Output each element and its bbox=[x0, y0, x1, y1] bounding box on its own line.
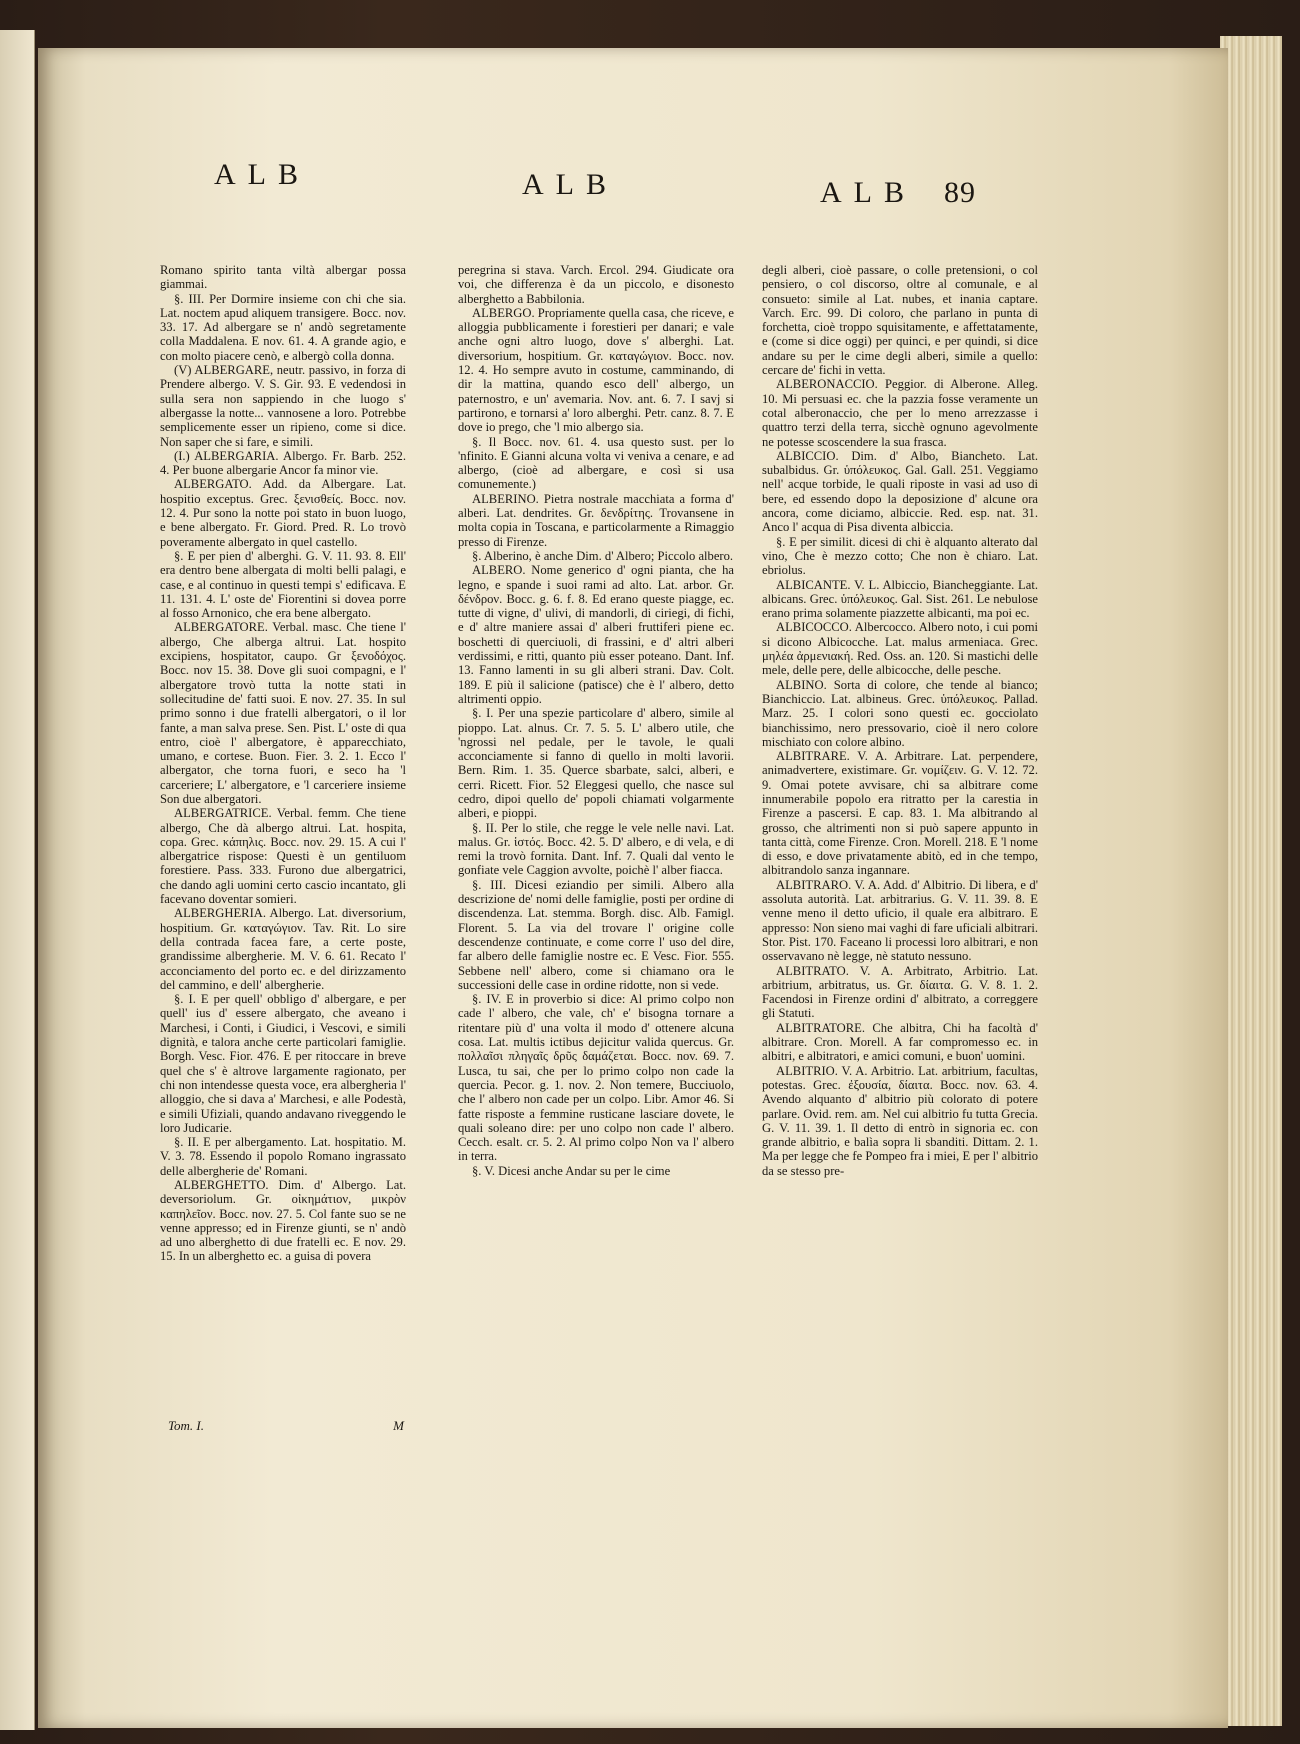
entry-paragraph: ALBERGATO. Add. da Albergare. Lat. hospitio exceptus. Grec. ξενισθείς. Bocc. nov. 12. 4. Pur sono la notte poi stato in buon luogo, e bene albergato. Fr. Giord. Pred. R. Lo trovò poveramente albergato in quel castello. bbox=[160, 477, 406, 549]
entry-paragraph: (V) ALBERGARE, neutr. passivo, in forza di Prendere albergo. V. S. Gir. 93. E vedendosi in sulla sera non sappiendo in che luogo s' albergasse la notte... vannosene a loro. Potrebbe semplicemente esser un ripieno, come si dice. Non saper che si fare, e simili. bbox=[160, 363, 406, 449]
entry-paragraph: §. V. Dicesi anche Andar su per le cime bbox=[472, 1163, 671, 1178]
entry-paragraph: ALBITRIO. V. A. Arbitrio. Lat. arbitrium, facultas, potestas. Grec. ἐξουσία, δίαιτα. Bocc. nov. 63. 4. Avendo alquanto d' albitrio più colorato di potere parlare. Ovid. rem. am. Nel cui albitrio fu tutta Grecia. G. V. 11. 39. 1. Il detto di entrò in signoria ec. con grande albitrio, e balìa sopra li sbanditi. Dittam. 2. 1. Ma per legge che fe Pompeo fra i miei, E per l' albitrio da se stesso pre- bbox=[762, 1063, 1038, 1178]
running-header-left: ALB bbox=[214, 158, 310, 191]
entry-paragraph: ALBICOCCO. Albercocco. Albero noto, i cui pomi si dicono Albicocche. Lat. malus armeniaca. Grec. μηλέα ἀρμενιακή. Red. Oss. an. 120. Si mastichi delle mele, delle pere, delle albicocche, delle pesche. bbox=[762, 620, 1038, 678]
facing-page-edge bbox=[0, 30, 35, 1730]
entry-paragraph: (I.) ALBERGARIA. Albergo. Fr. Barb. 252. 4. Per buone albergarie Ancor fa minor vie. bbox=[160, 448, 406, 478]
entry-paragraph: §. III. Per Dormire insieme con chi che sia. Lat. noctem apud aliquem transigere. Bocc. nov. 33. 17. Ad albergare se n' andò segretamente colla Maddalena. E nov. 61. 4. A grande agio, e con molto piacere cenò, e albergò colla donna. bbox=[160, 291, 406, 363]
running-header-center: ALB bbox=[522, 168, 618, 201]
entry-paragraph: ALBERO. Nome generico d' ogni pianta, che ha legno, e spande i suoi rami ad alto. Lat. arbor. Gr. δένδρον. Bocc. g. 6. f. 8. Ed erano queste piagge, ec. tutte di vigne, d' ulivi, di mandorli, di ciriegi, di fichi, e d' altre maniere assai d' alberi fruttiferi piene ec. boschetti di querciuoli, di frassini, e d' altri alberi verdissimi, e ritti, quanto più esser poteano. Dant. Inf. 13. Fanno lamenti in su gli alberi strani. Dav. Colt. 189. E più il salicione (patisce) che è l' albero, detto altrimenti oppio. bbox=[458, 563, 734, 706]
entry-paragraph: Romano spirito tanta viltà albergar possa giammai. bbox=[160, 263, 406, 292]
entry-paragraph: ALBERGO. Propriamente quella casa, che riceve, e alloggia pubblicamente i forestieri per danari; e vale anche ogni altro luogo, dove s' alberghi. Lat. diversorium, hospitium. Gr. καταγώγιον. Bocc. nov. 12. 4. Ho sempre avuto in costume, camminando, di dir la mattina, quando esco dell' albergo, un paternostro, e un' avemaria. Nov. ant. 6. 7. I savj si partirono, e tornarsi a' loro alberghi. Petr. canz. 8. 7. E dove io prego, che 'l mio albergo sia. bbox=[458, 305, 734, 435]
entry-paragraph: ALBITRARO. V. A. Add. d' Albitrio. Di libera, e d' assoluta autorità. Lat. arbitrarius. G. V. 11. 39. 8. E venne meno il detto uficio, il quale era albitraro. E appresso: Non sieno mai vaghi di fare uficiali albitrari. Stor. Pist. 170. Faceano li processi loro albitrari, e non osservavano nè legge, nè statuto nessuno. bbox=[762, 877, 1038, 964]
entry-paragraph: §. E per pien d' alberghi. G. V. 11. 93. 8. Ell' era dentro bene albergata di molti belli palagi, e case, e al continuo in questi tempi s' edificava. E 11. 131. 4. L' oste de' Fiorentini si dovea porre al fosso Arnonico, che era bene albergato. bbox=[160, 548, 406, 621]
entry-paragraph: §. IV. E in proverbio si dice: Al primo colpo non cade l' albero, che vale, ch' e' bisogna tornare a ritentare più d' una volta il modo d' ottenere alcuna cosa. Lat. multis ictibus dejicitur valida quercus. Gr. πολλαῖσι πληγαῖς δρῦς δαμάζεται. Bocc. nov. 69. 7. Lusca, tu sai, che per lo primo colpo non cade la quercia. Pecor. g. 1. nov. 2. Non temere, Bucciuolo, che l' albero non cade per un colpo. Libr. Amor 46. Si fatte risposte a femmine rusticane lasciare dovete, le quali soleano dire: per uno colpo non cade l' albero. Cecch. esalt. cr. 5. 2. Al primo colpo Non va l' albero in terra. bbox=[458, 992, 734, 1164]
entry-paragraph: ALBERGHETTO. Dim. d' Albergo. Lat. deversoriolum. Gr. οἰκημάτιον, μικρὸν καπηλεῖον. Bocc. nov. 27. 5. Col fante suo se ne venne appresso; ed in Firenze giunti, se n' andò ad uno alberghetto di due fratelli ec. E nov. 29. 15. In un alberghetto ec. a guisa di povera bbox=[160, 1178, 406, 1264]
column-right bbox=[762, 263, 1038, 1178]
page-fore-edge bbox=[1220, 36, 1282, 1726]
entry-paragraph: ALBICANTE. V. L. Albiccio, Biancheggiante. Lat. albicans. Grec. ὑπόλευκος. Gal. Sist. 261. Le nebulose erano prima solamente piazzette albicanti, ma poi ec. bbox=[762, 577, 1038, 621]
entry-paragraph: ALBERGATORE. Verbal. masc. Che tiene l' albergo, Che alberga altrui. Lat. hospito excipiens, hospitator, caupo. Gr ξενοδόχος. Bocc. nov 15. 38. Dove gli suoi compagni, e l' albergatore trovò tutta la notte stati in sollecitudine de' fatti suoi. E nov. 27. 35. In sul primo sonno i due fratelli albergatori, o il lor fante, a man salva prese. Sen. Pist. L' oste di qua entro, cioè l' albergatore, è apparecchiato, umano, e cortese. Buon. Fier. 3. 2. 1. Ecco l' albergator, che torna fuori, e seco ha 'l carceriere; L' albergatore, e 'l carceriere insieme Son due albergatori. bbox=[160, 620, 406, 806]
entry-paragraph: ALBERGHERIA. Albergo. Lat. diversorium, hospitium. Gr. καταγώγιον. Tav. Rit. Lo sire della contrada facea fare, a certe poste, grandissime albergherie. M. V. 6. 61. Recato l' acconciamento del porto ec. e del dirizzamento del cammino, e dell' albergherie. bbox=[160, 906, 406, 992]
entry-paragraph: ALBICCIO. Dim. d' Albo, Biancheto. Lat. subalbidus. Gr. ὑπόλευκος. Gal. Gall. 251. Veggiamo nell' acque torbide, le quali riposte in vasi ad uso di bere, ed essendo dopo la deposizione d' alcune ora ancora, come diciamo, albiccie. Red. esp. nat. 31. Anco l' acqua di Pisa diventa albiccia. bbox=[762, 448, 1038, 535]
entry-paragraph: ALBERINO. Pietra nostrale macchiata a forma d' alberi. Lat. dendrites. Gr. δενδρίτης. Trovansene in molta copia in Toscana, e particolarmente a Rimaggio presso di Firenze. bbox=[458, 491, 734, 549]
entry-paragraph: ALBITRATO. V. A. Arbitrato, Arbitrio. Lat. arbitrium, arbitratus, us. Gr. δίαιτα. G. V. 8. 1. 2. Facendosi in Firenze ordini d' albitrato, a correggere gli Statuti. bbox=[762, 963, 1038, 1021]
entry-paragraph: §. I. E per quell' obbligo d' albergare, e per quell' ius d' essere albergato, che aveano i Marchesi, i Conti, i Giudici, i Vescovi, e simili dignità, e talora anche certe particolari famiglie. Borgh. Vesc. Fior. 476. E per ritoccare in breve quel che s' è altrove largamente ragionato, per chi non intendesse questa voce, era albergheria l' alloggio, che si dava a' Marchesi, e alle Podestà, e simili Ufiziali, quando andavano riveggendo le loro Judicarie. bbox=[160, 992, 406, 1135]
entry-paragraph: §. Alberino, è anche Dim. d' Albero; Piccolo albero. bbox=[472, 548, 734, 563]
entry-paragraph: ALBITRARE. V. A. Arbitrare. Lat. perpendere, animadvertere, existimare. Gr. νομίζειν. G. V. 12. 72. 9. Omai potete avvisare, chi sa albitrare come innumerabile popolo era ritratto per la carestia in Firenze a pascersi. E cap. 83. 1. Ma albitrando al grosso, che altrimenti non si può sapere appunto in tanta città, come Firenze. Cron. Morell. 218. E 'l nome di esso, e dove privatamente abitò, ed in che tempo, albitrandolo sanza ingannare. bbox=[762, 749, 1038, 878]
column-left bbox=[160, 263, 406, 1264]
page-footer bbox=[168, 1418, 404, 1434]
entry-paragraph: ALBERONACCIO. Peggior. di Alberone. Alleg. 10. Mi persuasi ec. che la pazzia fosse veramente un cotal alberonaccio, che per lo meno arrezzasse i quattro terzi della terra, sicchè ognuno agevolmente ne potesse scoscendere la sua frasca. bbox=[762, 377, 1038, 449]
entry-paragraph: §. III. Dicesi eziandio per simili. Albero alla descrizione de' nomi delle famiglie, posti per ordine di discendenza. Lat. stemma. Borgh. disc. Alb. Famigl. Florent. 5. La via del trovare l' origine colle descendenze continuate, e come corre l' uso del dire, far albero delle famiglie nostre ec. E Vesc. Fior. 555. Sebbene nell' albero, come si chiamano ora le successioni delle case in ordine ridotte, non si vede. bbox=[458, 877, 734, 992]
entry-paragraph: peregrina si stava. Varch. Ercol. 294. Giudicate ora voi, che differenza è da un piccolo, e disonesto alberghetto a Babbilonia. bbox=[458, 263, 734, 306]
signature-mark: M bbox=[393, 1418, 404, 1433]
volume-mark: Tom. I. bbox=[168, 1418, 205, 1433]
column-center bbox=[458, 263, 734, 1178]
page-number: 89 bbox=[944, 176, 976, 209]
entry-paragraph: ALBITRATORE. Che albitra, Chi ha facoltà d' albitrare. Cron. Morell. A far compromesso ec. in albitri, e albitratori, e amici comuni, e buon' uomini. bbox=[762, 1020, 1038, 1064]
entry-paragraph: §. II. Per lo stile, che regge le vele nelle navi. Lat. malus. Gr. ἱστός. Bocc. 42. 5. D' albero, e di vela, e di remi la trovò fornita. Dant. Inf. 7. Quali dal vento le gonfiate vele Caggion avvolte, poichè l' alber fiacca. bbox=[458, 820, 734, 878]
entry-paragraph: §. I. Per una spezie particolare d' albero, simile al pioppo. Lat. alnus. Cr. 7. 5. 5. L' albero utile, che 'ngrossi nel pedale, per le tavole, le quali acconciamente si fanno di quello in molti lavorii. Bern. Rim. 1. 35. Querce sbarbate, salci, alberi, e cerri. Ricett. Fior. 52 Eleggesi quello, che nasce sul cedro, dipoi quello de' popoli chiamati volgarmente alberi, e pioppi. bbox=[458, 706, 734, 821]
entry-paragraph: §. Il Bocc. nov. 61. 4. usa questo sust. per lo 'nfinito. E Gianni alcuna volta vi veniva a cenare, e ad albergo, (cioè ad albergare, e così si usa comunemente.) bbox=[458, 434, 734, 492]
entry-paragraph: degli alberi, cioè passare, o colle pretensioni, o col pensiero, o col discorso, oltre al comunale, e al consueto: simile al Lat. nubes, et inania captare. Varch. Erc. 99. Di coloro, che parlano in punta di forchetta, cioè troppo squisitamente, e affettatamente, e (come si dice oggi) per quinci, e per quindi, si dice andare su per le cime degli alberi, simile a quello: cercare de' fichi in vetta. bbox=[762, 263, 1038, 378]
entry-paragraph: ALBINO. Sorta di colore, che tende al bianco; Bianchiccio. Lat. albineus. Grec. ὑπόλευκος. Pallad. Marz. 25. I colori sono questi ec. gocciolato bianchissimo, nero pressovario, cioè il nero colore mischiato con colore albino. bbox=[762, 677, 1038, 749]
book-page bbox=[38, 48, 1228, 1728]
running-header-right: ALB bbox=[820, 176, 916, 209]
entry-paragraph: ALBERGATRICE. Verbal. femm. Che tiene albergo, Che dà albergo altrui. Lat. hospita, copa. Grec. κάπηλις. Bocc. nov. 29. 15. A cui l' albergatrice rispose: Questi è un gentiluom forestiere. Pass. 333. Furono due albergatrici, che dando agli uomini certo cascio incantato, gli facevano doventar somieri. bbox=[160, 806, 406, 907]
entry-paragraph: §. E per similit. dicesi di chi è alquanto alterato dal vino, Che è mezzo cotto; Che non è chiaro. Lat. ebriolus. bbox=[762, 534, 1038, 578]
entry-paragraph: §. II. E per albergamento. Lat. hospitatio. M. V. 3. 78. Essendo il popolo Romano ingrassato delle albergherie de' Romani. bbox=[160, 1135, 406, 1178]
